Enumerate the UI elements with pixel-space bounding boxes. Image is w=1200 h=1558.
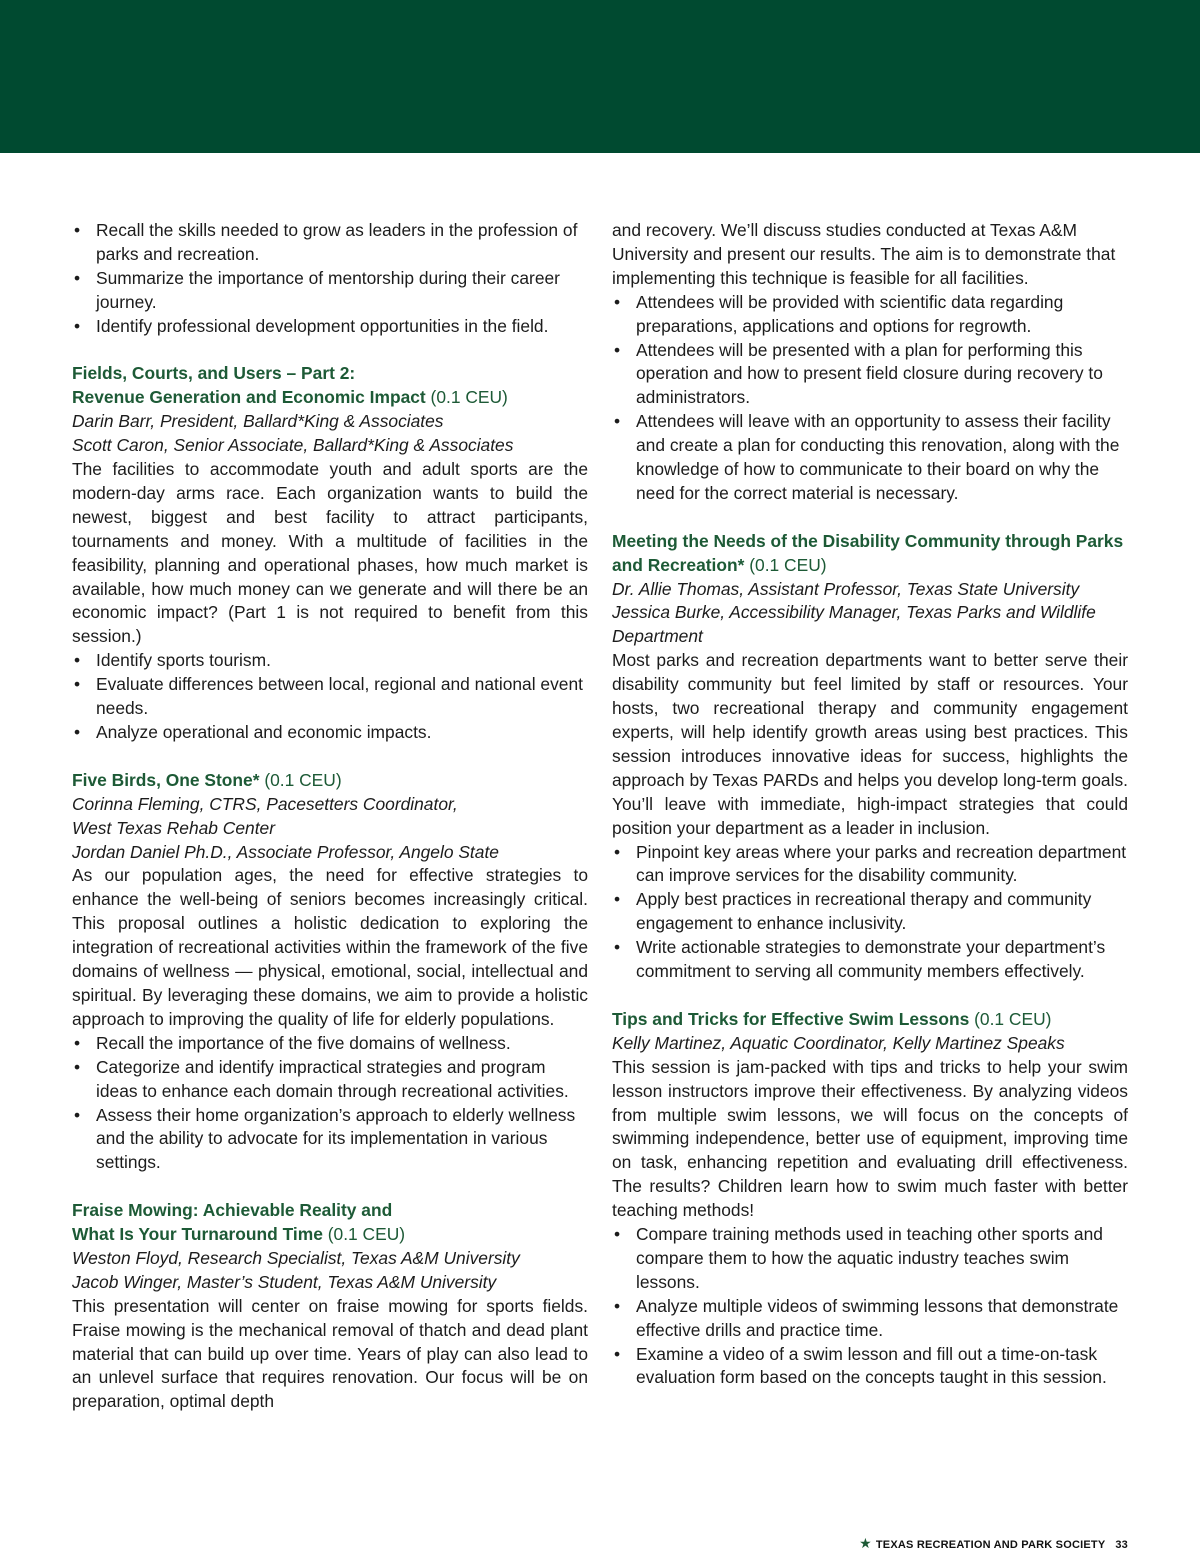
bullet-item: • Pinpoint key areas where your parks and recreation department can improve services for the disability community. — [612, 841, 1128, 889]
session-description: The facilities to accommodate youth and adult sports are the modern-day arms race. Each organization wants to build the newest, biggest and best facility to attract participants, tournaments and money. With a multitude of facilities in the feasibility, planning and operational phases, how much market is available, how much money can we generate and will there be an economic impact? (Part 1 is not required to benefit from this session.) — [72, 459, 588, 647]
page-footer — [859, 1535, 1128, 1552]
bullet-item: • Categorize and identify impractical strategies and program ideas to enhance each domain through recreational activities. — [72, 1056, 588, 1104]
session-description: Most parks and recreation departments want to better serve their disability community but feel limited by staff or resources. Your hosts, two recreational therapy and community engagement experts, will help identify growth areas using best practices. This session introduces innovative ideas for success, highlights the approach by Texas PARDs and helps you develop long-term goals. You’ll leave with immediate, high-impact strategies that could position your department as a leader in inclusion. — [612, 650, 1128, 838]
header-banner — [0, 0, 1200, 153]
session-fields-courts — [72, 362, 588, 745]
session-disability-community — [612, 530, 1128, 984]
session-description: This session is jam-packed with tips and tricks to help your swim lesson instructors improve their effectiveness. By analyzing videos from multiple swim lessons, we will focus on the concepts of swimming independence, better use of equipment, improving time on task, enhancing repetition and evaluating drill effectiveness. The results? Children learn how to swim much faster with better teaching methods! — [612, 1056, 1128, 1221]
session-title: Tips and Tricks for Effective Swim Lessons (0.1 CEU) — [612, 1008, 1052, 1029]
session-bullets — [612, 841, 1128, 984]
bullet-item: • Attendees will leave with an opportunity to assess their facility and create a plan for conducting this renovation, along with the knowledge of how to communicate to their board on why the need for the correct material is necessary. — [612, 410, 1128, 506]
session-bullets — [72, 649, 588, 745]
session-description-continued: and recovery. We’ll discuss studies conducted at Texas A&M University and present our results. The aim is to demonstrate that implementing this technique is feasible for all facilities. — [612, 220, 1116, 288]
bullet-item: • Compare training methods used in teaching other sports and compare them to how the aquatic industry teaches swim lessons. — [612, 1223, 1128, 1295]
speaker: Scott Caron, Senior Associate, Ballard*King & Associates — [72, 435, 514, 456]
bullet-item: • Attendees will be presented with a plan for performing this operation and how to present field closure during recovery to administrators. — [612, 339, 1128, 411]
session-title: Five Birds, One Stone* (0.1 CEU) — [72, 769, 342, 790]
bullet-item: • Identify professional development opportunities in the field. — [72, 315, 588, 339]
ceu-label: (0.1 CEU) — [430, 387, 508, 408]
speaker: Jessica Burke, Accessibility Manager, Texas Parks and Wildlife Department — [612, 602, 1096, 647]
ceu-label: (0.1 CEU) — [749, 554, 827, 575]
ceu-label: (0.1 CEU) — [327, 1224, 406, 1245]
speaker: Darin Barr, President, Ballard*King & Associates — [72, 411, 444, 432]
session-title: Fraise Mowing: Achievable Reality and What Is Your Turnaround Time (0.1 CEU) — [72, 1200, 406, 1245]
speaker: Kelly Martinez, Aquatic Coordinator, Kelly Martinez Speaks — [612, 1032, 1065, 1053]
session-bullets — [72, 1032, 588, 1175]
speaker: Dr. Allie Thomas, Assistant Professor, Texas State University — [612, 578, 1080, 599]
intro-bullets — [72, 219, 588, 339]
speaker: West Texas Rehab Center — [72, 817, 275, 838]
bullet-item: • Evaluate differences between local, regional and national event needs. — [72, 673, 588, 721]
bullet-item: • Assess their home organization’s approach to elderly wellness and the ability to advocate for its implementation in various settings. — [72, 1104, 588, 1176]
session-fraise-mowing — [72, 1199, 588, 1414]
page-number: 33 — [1115, 1539, 1128, 1551]
session-title: Fields, Courts, and Users – Part 2: Revenue Generation and Economic Impact (0.1 CEU) — [72, 363, 508, 408]
bullet-item: • Apply best practices in recreational therapy and community engagement to enhance inclusivity. — [612, 888, 1128, 936]
right-column — [612, 219, 1128, 1390]
bullet-item: • Examine a video of a swim lesson and fill out a time-on-task evaluation form based on the concepts taught in this session. — [612, 1343, 1128, 1391]
star-icon: ★ — [859, 1535, 872, 1551]
bullet-item: • Attendees will be provided with scientific data regarding preparations, applications and options for regrowth. — [612, 291, 1128, 339]
bullet-item: • Write actionable strategies to demonstrate your department’s commitment to serving all community members effectively. — [612, 936, 1128, 984]
session-bullets — [612, 291, 1128, 506]
bullet-item: • Summarize the importance of mentorship during their career journey. — [72, 267, 588, 315]
session-swim-lessons — [612, 1008, 1128, 1391]
session-five-birds — [72, 769, 588, 1175]
bullet-item: • Recall the skills needed to grow as leaders in the profession of parks and recreation. — [72, 219, 588, 267]
left-column — [72, 219, 588, 1414]
bullet-item: • Analyze operational and economic impacts. — [72, 721, 588, 745]
ceu-label: (0.1 CEU) — [974, 1008, 1052, 1029]
speaker: Corinna Fleming, CTRS, Pacesetters Coordinator, — [72, 793, 458, 814]
session-title: Meeting the Needs of the Disability Community through Parks and Recreation* (0.1 CEU) — [612, 530, 1124, 575]
session-description: As our population ages, the need for effective strategies to enhance the well-being of seniors becomes increasingly critical. This proposal outlines a holistic dedication to exploring the integration of recreational activities within the framework of the five domains of wellness — physical, emotional, social, intellectual and spiritual. By leveraging these domains, we aim to provide a holistic approach to improving the quality of life for elderly populations. — [72, 865, 588, 1029]
bullet-item: • Identify sports tourism. — [72, 649, 588, 673]
ceu-label: (0.1 CEU) — [264, 769, 342, 790]
publication-name: TEXAS RECREATION AND PARK SOCIETY — [875, 1539, 1106, 1551]
session-bullets — [612, 1223, 1128, 1390]
session-description: This presentation will center on fraise mowing for sports fields. Fraise mowing is the mechanical removal of thatch and dead plant material that can build up over time. Years of play can also lead to an unlevel surface that requires renovation. Our focus will be on preparation, optimal depth — [72, 1295, 588, 1412]
speaker: Jacob Winger, Master’s Student, Texas A&M University — [72, 1271, 497, 1292]
speaker: Weston Floyd, Research Specialist, Texas A&M University — [72, 1247, 520, 1268]
bullet-item: • Recall the importance of the five domains of wellness. — [72, 1032, 588, 1056]
speaker: Jordan Daniel Ph.D., Associate Professor, Angelo State — [72, 841, 499, 862]
bullet-item: • Analyze multiple videos of swimming lessons that demonstrate effective drills and practice time. — [612, 1295, 1128, 1343]
